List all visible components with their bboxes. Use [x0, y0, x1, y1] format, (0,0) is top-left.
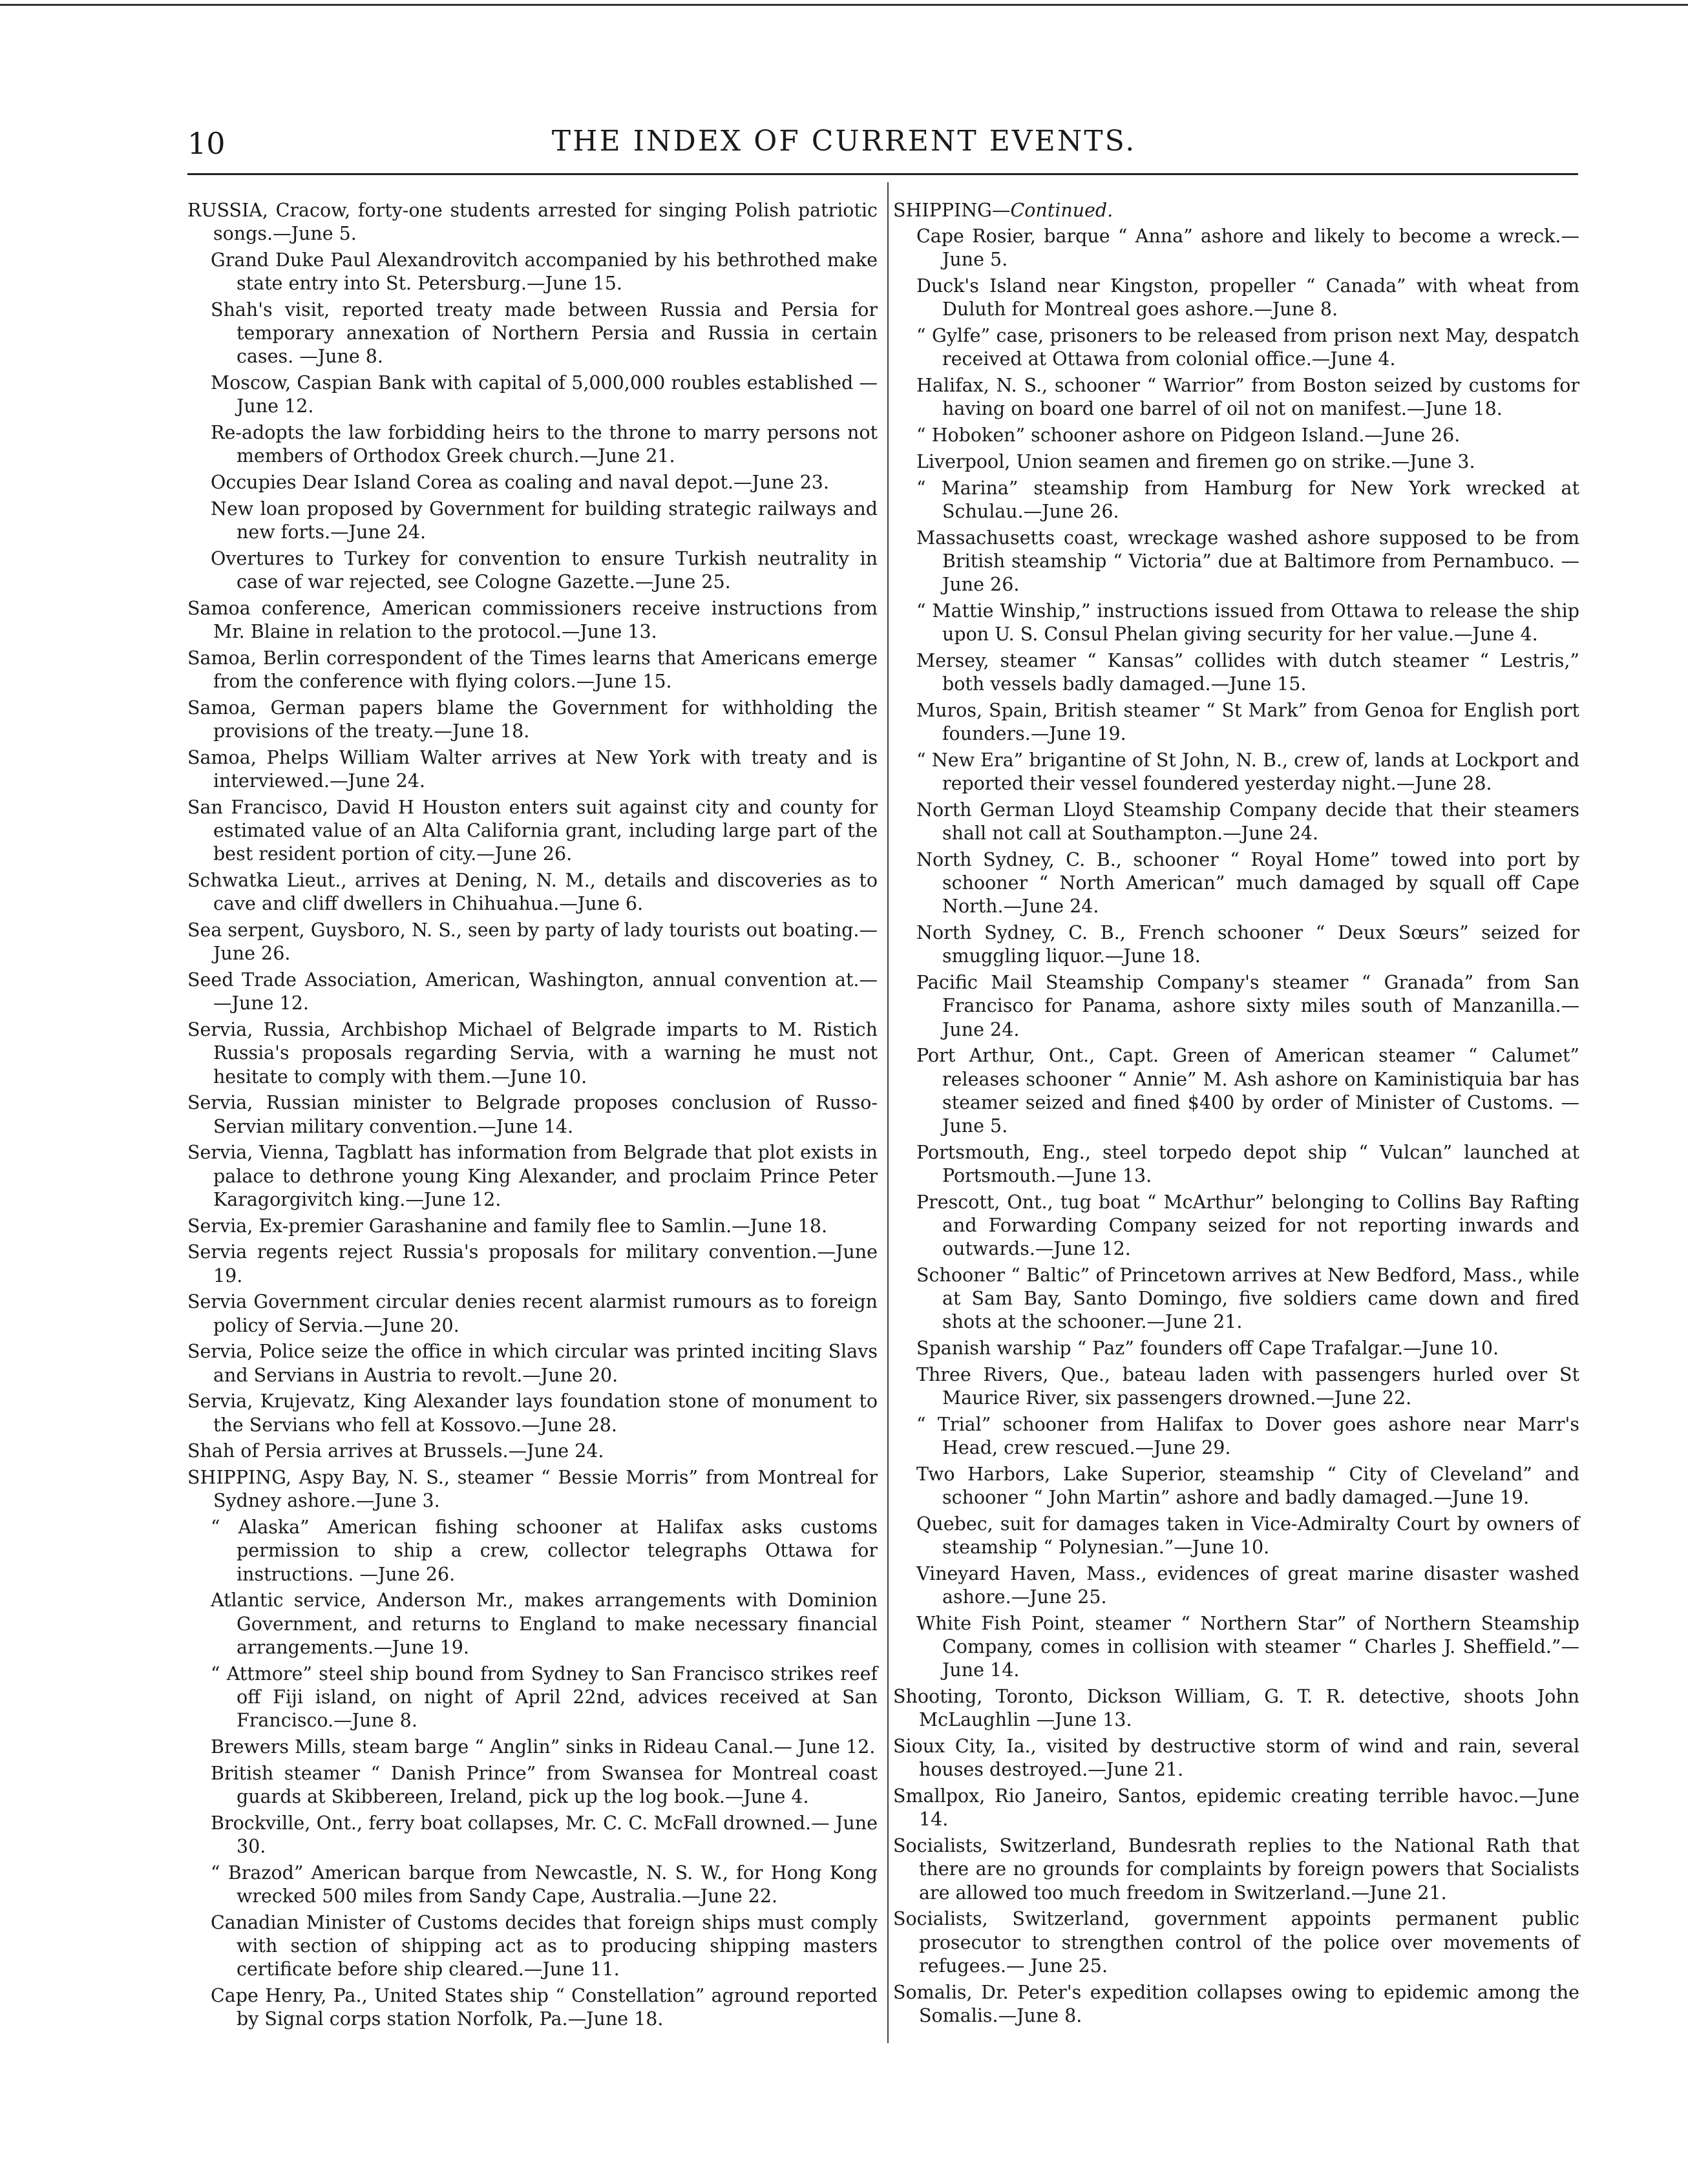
index-entry: Servia, Vienna, Tagblatt has information from Belgrade that plot exists in palace to dethrone young King Alexander, and proclaim Prince Peter Karagorgivitch king.—June 12.: [187, 1142, 878, 1210]
index-entry: North Sydney, C. B., French schooner “ Deux Sœurs” seized for smuggling liquor.—June 18.: [916, 922, 1579, 967]
index-entry: Servia, Russia, Archbishop Michael of Belgrade imparts to M. Ristich Russia's proposals regarding Servia, with a warning he must not hesitate to comply with them.—June 10.: [187, 1019, 878, 1087]
index-entry: Grand Duke Paul Alexandrovitch accompanied by his bethrothed make state entry into St. Petersburg.—June 15.: [211, 249, 878, 295]
index-entry: Occupies Dear Island Corea as coaling and naval depot.—June 23.: [211, 472, 829, 494]
index-entry: SHIPPING, Aspy Bay, N. S., steamer “ Bessie Morris” from Montreal for Sydney ashore.—June 3.: [187, 1467, 878, 1512]
index-entry: Pacific Mail Steamship Company's steamer “ Granada” from San Francisco for Panama, ashore sixty miles south of Manzanilla.— June 24.: [916, 972, 1579, 1040]
index-entry: Schooner “ Baltic” of Princetown arrives at New Bedford, Mass., while at Sam Bay, Santo Domingo, five soldiers came down and fired shots at the schooner.—June 21.: [916, 1265, 1579, 1333]
index-entry: “ Marina” steamship from Hamburg for New York wrecked at Schulau.—June 26.: [916, 477, 1579, 522]
index-entry: “ Attmore” steel ship bound from Sydney to San Francisco strikes reef off Fiji island, on night of April 22nd, advices received at San Francisco.—June 8.: [211, 1663, 878, 1732]
index-entry: Shah of Persia arrives at Brussels.—June 24.: [187, 1440, 604, 1462]
index-entry: North German Lloyd Steamship Company decide that their steamers shall not call at Southampton.—June 24.: [916, 799, 1579, 845]
index-entry: San Francisco, David H Houston enters suit against city and county for estimated value of an Alta California grant, including large part of the best resident portion of city.—June 26.: [187, 797, 878, 865]
index-entry: Sea serpent, Guysboro, N. S., seen by party of lady tourists out boating.—June 26.: [187, 919, 878, 965]
index-entry: “ Trial” schooner from Halifax to Dover goes ashore near Marr's Head, crew rescued.—June 29.: [916, 1414, 1579, 1459]
index-entry: Duck's Island near Kingston, propeller “ Canada” with wheat from Duluth for Montreal goes ashore.—June 8.: [916, 275, 1579, 320]
index-entry: Portsmouth, Eng., steel torpedo depot ship “ Vulcan” launched at Portsmouth.—June 13.: [916, 1141, 1579, 1187]
top-border-line: [0, 4, 1688, 6]
index-entry: Servia, Krujevatz, King Alexander lays foundation stone of monument to the Servians who fell at Kossovo.—June 28.: [187, 1391, 878, 1436]
index-entry: Mersey, steamer “ Kansas” collides with dutch steamer “ Lestris,” both vessels badly damaged.—June 15.: [916, 650, 1579, 695]
index-entry: Socialists, Switzerland, Bundesrath replies to the National Rath that there are no grounds for complaints by foreign powers that Socialists are allowed too much freedom in Switzerland.—June 21.: [893, 1835, 1579, 1904]
index-entry: New loan proposed by Government for building strategic railways and new forts.—June 24.: [211, 498, 878, 543]
index-entry: Massachusetts coast, wreckage washed ashore supposed to be from British steamship “ Victoria” due at Baltimore from Pernambuco. —June 26.: [916, 527, 1579, 596]
index-entry: Spanish warship “ Paz” founders off Cape Trafalgar.—June 10.: [916, 1338, 1499, 1360]
index-entry: Brockville, Ont., ferry boat collapses, Mr. C. C. McFall drowned.— June 30.: [211, 1812, 878, 1857]
index-entry: Servia, Ex-premier Garashanine and family flee to Samlin.—June 18.: [187, 1215, 828, 1237]
index-entry: Somalis, Dr. Peter's expedition collapses owing to epidemic among the Somalis.—June 8.: [893, 1981, 1579, 2026]
index-entry: Vineyard Haven, Mass., evidences of great marine disaster washed ashore.—June 25.: [916, 1563, 1579, 1608]
index-entry: Servia regents reject Russia's proposals for military convention.—June 19.: [187, 1241, 878, 1286]
index-entry: RUSSIA, Cracow, forty-one students arrested for singing Polish patriotic songs.—June 5.: [187, 200, 878, 245]
index-entry: North Sydney, C. B., schooner “ Royal Home” towed into port by schooner “ North American” much damaged by squall off Cape North.—June 24.: [916, 849, 1579, 918]
index-entry: Shah's visit, reported treaty made between Russia and Persia for temporary annexation of Northern Persia and Russia in certain cases. —June 8.: [211, 299, 878, 368]
index-entry: Socialists, Switzerland, government appoints permanent public prosecutor to strengthen control of the police over movements of refugees.— June 25.: [893, 1908, 1579, 1977]
index-entry: Samoa conference, American commissioners receive instructions from Mr. Blaine in relation to the protocol.—June 13.: [187, 598, 878, 643]
index-entry: “ Mattie Winship,” instructions issued from Ottawa to release the ship upon U. S. Consul Phelan giving security for her value.—June 4.: [916, 600, 1579, 646]
index-entry: Liverpool, Union seamen and firemen go on strike.—June 3.: [916, 451, 1475, 472]
index-entry: British steamer “ Danish Prince” from Swansea for Montreal coast guards at Skibbereen, Ireland, pick up the log book.—June 4.: [211, 1762, 878, 1807]
index-entry: Shooting, Toronto, Dickson William, G. T. R. detective, shoots John McLaughlin —June 13.: [893, 1686, 1579, 1731]
index-entry: Samoa, Berlin correspondent of the Times learns that Americans emerge from the conference with flying colors.—June 15.: [187, 647, 878, 693]
index-entry: Canadian Minister of Customs decides that foreign ships must comply with section of shipping act as to producing shipping masters certificate before ship cleared.—June 11.: [211, 1911, 878, 1980]
index-entry: Schwatka Lieut., arrives at Dening, N. M., details and discoveries as to cave and cliff dwellers in Chihuahua.—June 6.: [187, 870, 878, 915]
index-entry: Halifax, N. S., schooner “ Warrior” from Boston seized by customs for having on board one barrel of oil not on manifest.—June 18.: [916, 375, 1579, 420]
index-entry: Three Rivers, Que., bateau laden with passengers hurled over St Maurice River, six passengers drowned.—June 22.: [916, 1364, 1579, 1409]
index-entry: Prescott, Ont., tug boat “ McArthur” belonging to Collins Bay Rafting and Forwarding Company seized for not reporting inwards and outwards.—June 12.: [916, 1191, 1579, 1260]
page-title: THE INDEX OF CURRENT EVENTS.: [551, 125, 1137, 158]
index-entry: Samoa, German papers blame the Government for withholding the provisions of the treaty.—June 18.: [187, 697, 878, 742]
index-entry: Port Arthur, Ont., Capt. Green of American steamer “ Calumet” releases schooner “ Annie” M. Ash ashore on Kaministiquia bar has steamer seized and fined $400 by order of Minister of Customs. —June 5.: [916, 1045, 1579, 1137]
index-entry: Atlantic service, Anderson Mr., makes arrangements with Dominion Government, and returns to England to make necessary financial arrangements.—June 19.: [211, 1590, 878, 1658]
index-entry: Two Harbors, Lake Superior, steamship “ City of Cleveland” and schooner “ John Martin” ashore and badly damaged.—June 19.: [916, 1464, 1579, 1509]
left-column: [187, 199, 878, 2034]
index-entry: Cape Henry, Pa., United States ship “ Constellation” aground reported by Signal corps station Norfolk, Pa.—June 18.: [211, 1984, 878, 2030]
index-entry: Servia, Police seize the office in which circular was printed inciting Slavs and Servians in Austria to revolt.—June 20.: [187, 1341, 878, 1386]
header-rule: [187, 173, 1578, 175]
index-entry: Moscow, Caspian Bank with capital of 5,000,000 roubles established —June 12.: [211, 372, 878, 417]
index-entry: Quebec, suit for damages taken in Vice-Admiralty Court by owners of steamship “ Polynesian.”—June 10.: [916, 1513, 1579, 1559]
index-entry: Cape Rosier, barque “ Anna” ashore and likely to become a wreck.— June 5.: [916, 226, 1579, 271]
index-entry: Muros, Spain, British steamer “ St Mark” from Genoa for English port founders.—June 19.: [916, 700, 1579, 745]
index-entry: Overtures to Turkey for convention to ensure Turkish neutrality in case of war rejected, see Cologne Gazette.—June 25.: [211, 548, 878, 593]
index-entry: Samoa, Phelps William Walter arrives at New York with treaty and is interviewed.—June 24.: [187, 747, 878, 792]
column-divider: [887, 182, 889, 2043]
index-entry: Seed Trade Association, American, Washington, annual convention at.— —June 12.: [187, 969, 878, 1014]
heading-label: SHIPPING—: [893, 200, 1011, 221]
index-entry: “ Gylfe” case, prisoners to be released from prison next May, despatch received at Ottawa from colonial office.—June 4.: [916, 325, 1579, 370]
index-entry: “ Hoboken” schooner ashore on Pidgeon Island.—June 26.: [916, 425, 1461, 446]
shipping-continued-heading: [893, 199, 1579, 222]
right-column: [893, 199, 1579, 2031]
index-entry: Servia, Russian minister to Belgrade proposes conclusion of Russo-Servian military convention.—June 14.: [187, 1092, 878, 1137]
index-entry: Servia Government circular denies recent alarmist rumours as to foreign policy of Servia.—June 20.: [187, 1291, 878, 1336]
index-entry: “ Brazod” American barque from Newcastle, N. S. W., for Hong Kong wrecked 500 miles from Sandy Cape, Australia.—June 22.: [211, 1862, 878, 1907]
index-entry: White Fish Point, steamer “ Northern Star” of Northern Steamship Company, comes in collision with steamer “ Charles J. Sheffield.”— June 14.: [916, 1613, 1579, 1681]
heading-continued: Continued.: [1010, 200, 1113, 221]
index-entry: Re-adopts the law forbidding heirs to the throne to marry persons not members of Orthodox Greek church.—June 21.: [211, 422, 878, 467]
index-entry: “ Alaska” American fishing schooner at Halifax asks customs permission to ship a crew, collector telegraphs Ottawa for instructions. —June 26.: [211, 1517, 878, 1585]
index-entry: Brewers Mills, steam barge “ Anglin” sinks in Rideau Canal.— June 12.: [211, 1736, 876, 1758]
index-entry: Sioux City, Ia., visited by destructive storm of wind and rain, several houses destroyed.—June 21.: [893, 1736, 1579, 1781]
index-entry: Smallpox, Rio Janeiro, Santos, epidemic creating terrible havoc.—June 14.: [893, 1785, 1579, 1831]
page-number: 10: [187, 126, 226, 161]
index-entry: “ New Era” brigantine of St John, N. B., crew of, lands at Lockport and reported their vessel foundered yesterday night.—June 28.: [916, 750, 1579, 795]
